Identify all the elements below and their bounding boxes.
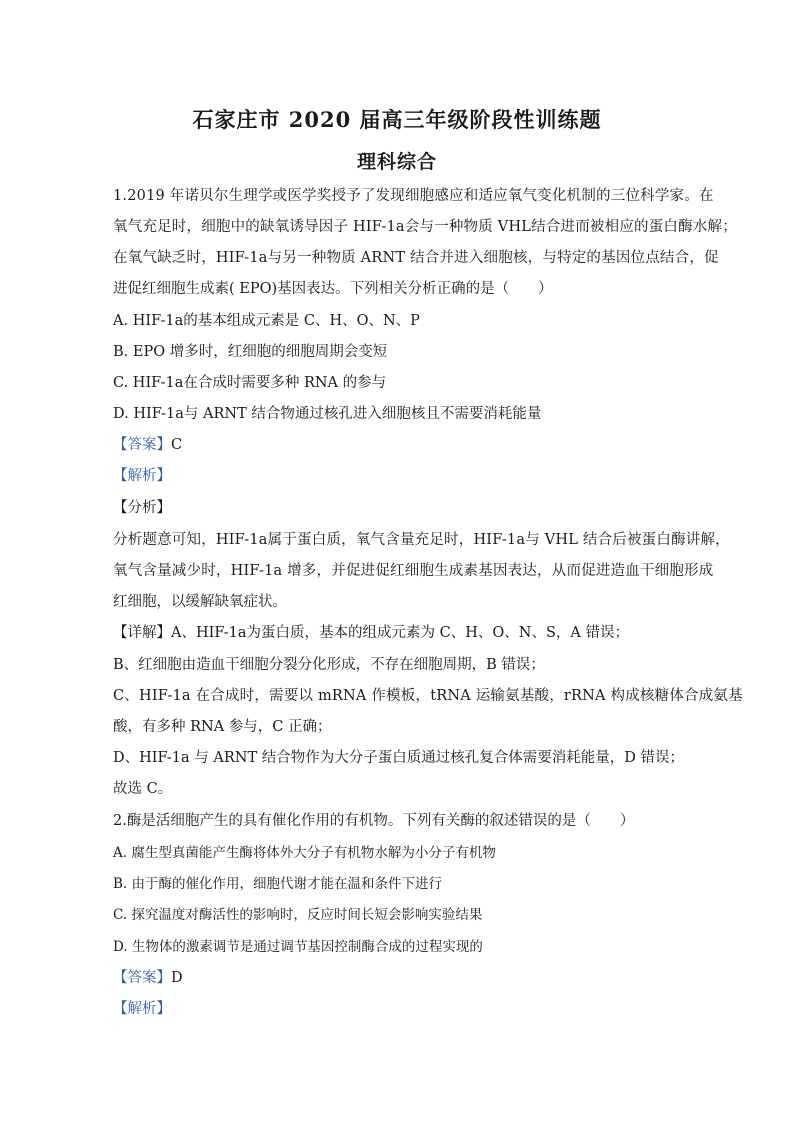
q1-answer	[113, 435, 182, 455]
q1-fenxi-label: 【分析】	[113, 500, 171, 516]
q1-detail-line: 【详解】A、HIF-1a为蛋白质，基本的组成元素为 C、H、O、N、S，A 错误；	[113, 625, 629, 641]
q1-stem-line: 氧气充足时，细胞中的缺氧诱导因子 HIF-1a会与一种物质 VHL结合进而被相应的蛋白酶水解；	[113, 219, 737, 235]
q1-analysis-line: 红细胞，以缓解缺氧症状。	[113, 594, 287, 610]
q1-stem-line: 1.2019 年诺贝尔生理学或医学奖授予了发现细胞感应和适应氧气变化机制的三位科学家。在	[113, 188, 714, 204]
q1-analysis-line: 氧气含量减少时，HIF-1a 增多，并促进促红细胞生成素基因表达，从而促进造血干细胞形成	[113, 563, 714, 579]
q1-option-c: C. HIF-1a在合成时需要多种 RNA 的参与	[113, 375, 387, 391]
detail-label: 【详解】	[113, 625, 171, 641]
answer-value: D	[171, 970, 183, 986]
answer-label: 【答案】	[113, 970, 171, 986]
q1-detail-line: 酸，有多种 RNA 参与，C 正确；	[113, 719, 332, 735]
q2-option-c: C. 探究温度对酶活性的影响时，反应时间长短会影响实验结果	[113, 907, 483, 923]
page-title: 石家庄市 2020 届高三年级阶段性训练题	[192, 107, 602, 132]
q1-analysis-line: 分析题意可知，HIF-1a属于蛋白质，氧气含量充足时，HIF-1a与 VHL 结合后被蛋白酶讲解，	[113, 532, 730, 548]
q2-option-a: A. 腐生型真菌能产生酶将体外大分子有机物水解为小分子有机物	[113, 845, 496, 861]
q1-stem-line: 进促红细胞生成素( EPO)基因表达。下列相关分析正确的是（ ）	[113, 281, 553, 297]
q1-option-d: D. HIF-1a与 ARNT 结合物通过核孔进入细胞核且不需要消耗能量	[113, 406, 542, 422]
q2-jiexi-label: 【解析】	[113, 1001, 171, 1017]
page-subtitle: 理科综合	[356, 151, 437, 173]
q1-option-b: B. EPO 增多时，红细胞的细胞周期会变短	[113, 344, 388, 360]
q1-detail-line: B、红细胞由造血干细胞分裂分化形成，不存在细胞周期，B 错误；	[113, 657, 545, 673]
q1-detail-line: D、HIF-1a 与 ARNT 结合物作为大分子蛋白质通过核孔复合体需要消耗能量，D 错误；	[113, 750, 684, 766]
q1-stem-line: 在氧气缺乏时，HIF-1a与另一种物质 ARNT 结合并进入细胞核，与特定的基因位点结合，促	[113, 250, 719, 266]
q1-option-a: A. HIF-1a的基本组成元素是 C、H、O、N、P	[113, 313, 420, 329]
answer-label: 【答案】	[113, 437, 171, 453]
q1-jiexi-label: 【解析】	[113, 468, 171, 484]
q1-detail-line: C、HIF-1a 在合成时，需要以 mRNA 作模板，tRNA 运输氨基酸，rRNA 构成核糖体合成氨基	[113, 688, 743, 704]
q2-option-d: D. 生物体的激素调节是通过调节基因控制酶合成的过程实现的	[113, 939, 483, 955]
answer-value: C	[171, 437, 183, 453]
q1-detail-line: 故选 C。	[113, 781, 173, 797]
q2-stem: 2.酶是活细胞产生的具有催化作用的有机物。下列有关酶的叙述错误的是（ ）	[113, 813, 635, 829]
q2-answer	[113, 968, 183, 988]
q2-option-b: B. 由于酶的催化作用，细胞代谢才能在温和条件下进行	[113, 876, 443, 892]
